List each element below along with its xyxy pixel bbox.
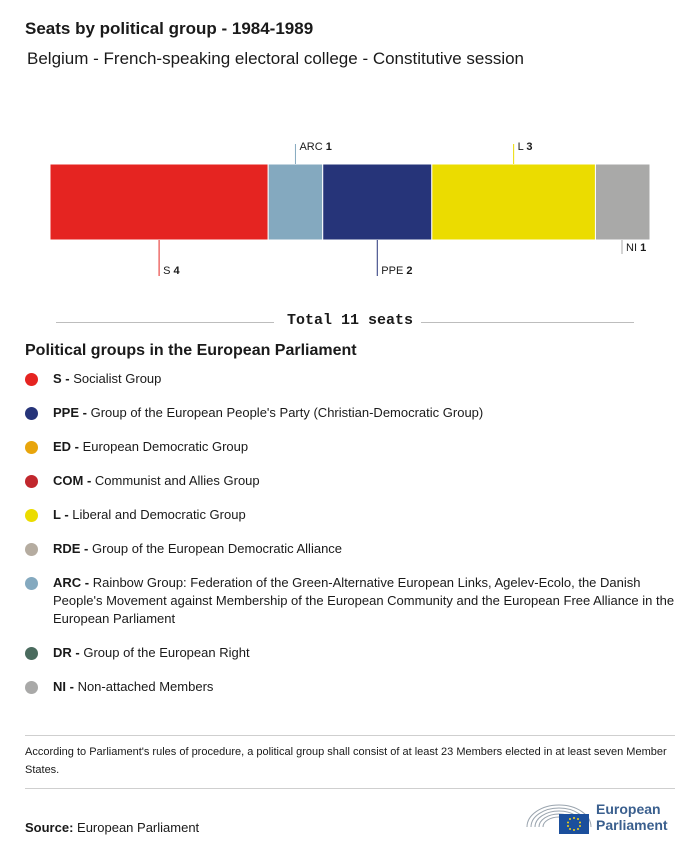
legend-item xyxy=(25,644,680,662)
legend-list xyxy=(25,370,680,712)
legend-abbr: NI - xyxy=(53,679,78,694)
legend-name: European Democratic Group xyxy=(82,439,249,454)
legend-item xyxy=(25,370,680,388)
logo-line-2: Parliament xyxy=(596,817,668,833)
legend-dot-icon xyxy=(25,475,38,488)
legend-item xyxy=(25,678,680,696)
chart-subtitle: Belgium - French-speaking electoral college - Constitutive session xyxy=(27,49,525,68)
divider-bottom xyxy=(25,788,675,789)
legend-name: Group of the European People's Party (Christian-Democratic Group) xyxy=(90,405,484,420)
seat-label-group: S xyxy=(163,265,174,277)
seat-label-value: 2 xyxy=(406,265,413,277)
seat-label-ppe xyxy=(381,265,412,277)
seat-label-value: 1 xyxy=(640,242,647,254)
bar-segment-arc xyxy=(268,164,323,240)
stacked-seat-bar-chart xyxy=(0,130,700,290)
legend-dot-icon xyxy=(25,681,38,694)
legend-abbr: PPE - xyxy=(53,405,91,420)
legend-name: Socialist Group xyxy=(73,371,162,386)
legend-name: Non-attached Members xyxy=(77,679,214,694)
legend-item xyxy=(25,438,680,456)
legend-dot-icon xyxy=(25,509,38,522)
legend-name: Communist and Allies Group xyxy=(94,473,260,488)
legend-abbr: DR - xyxy=(53,645,84,660)
legend-item xyxy=(25,404,680,422)
legend-dot-icon xyxy=(25,647,38,660)
footnote: According to Parliament's rules of procedure, a political group shall consist of at least 23 Members elected in at least seven Member States. xyxy=(25,746,667,776)
legend-item xyxy=(25,574,680,628)
legend-item xyxy=(25,540,680,558)
seat-label-value: 3 xyxy=(526,141,533,153)
hemicycle-icon xyxy=(524,797,594,839)
legend-dot-icon xyxy=(25,577,38,590)
chart-title: Seats by political group - 1984-1989 xyxy=(25,19,314,38)
divider-top xyxy=(25,735,675,736)
seat-label-l xyxy=(518,141,533,153)
legend-dot-icon xyxy=(25,543,38,556)
seat-label-group: PPE xyxy=(381,265,407,277)
seat-label-group: L xyxy=(517,141,527,153)
legend-item xyxy=(25,506,680,524)
seat-label-group: ARC xyxy=(299,141,326,153)
seat-label-s xyxy=(163,265,180,277)
bar-segment-l xyxy=(432,164,596,240)
legend-name: Group of the European Democratic Alliance xyxy=(92,541,343,556)
legend-name: Group of the European Right xyxy=(83,645,250,660)
bar-segment-ni xyxy=(595,164,650,240)
seat-label-value: 4 xyxy=(173,265,180,277)
legend-abbr: ED - xyxy=(53,439,83,454)
legend-dot-icon xyxy=(25,373,38,386)
seat-label-arc xyxy=(299,141,331,153)
legend-name: Rainbow Group: Federation of the Green-Alternative European Links, Agelev-Ecolo, the Danish People's Movement against Membership of the European Community and the European Free Alliance in the European Parliament xyxy=(53,575,675,626)
source-label: Source: xyxy=(25,820,74,835)
legend-dot-icon xyxy=(25,441,38,454)
legend-item xyxy=(25,472,680,490)
seat-label-value: 1 xyxy=(325,141,332,153)
source-value: European Parliament xyxy=(77,820,200,835)
legend-abbr: ARC - xyxy=(53,575,93,590)
seat-label-group: NI xyxy=(626,242,641,254)
legend-title: Political groups in the European Parliament xyxy=(25,342,357,359)
seat-label-ni xyxy=(626,242,646,254)
bar-segment-s xyxy=(50,164,268,240)
legend-dot-icon xyxy=(25,407,38,420)
legend-abbr: COM - xyxy=(53,473,95,488)
bar-segment-ppe xyxy=(323,164,432,240)
legend-abbr: S - xyxy=(53,371,74,386)
european-parliament-logo xyxy=(524,797,684,839)
legend-abbr: L - xyxy=(53,507,73,522)
legend-abbr: RDE - xyxy=(53,541,92,556)
total-seats: Total 11 seats xyxy=(0,312,700,329)
source xyxy=(25,820,199,835)
logo-line-1: European xyxy=(596,801,661,817)
legend-name: Liberal and Democratic Group xyxy=(72,507,246,522)
